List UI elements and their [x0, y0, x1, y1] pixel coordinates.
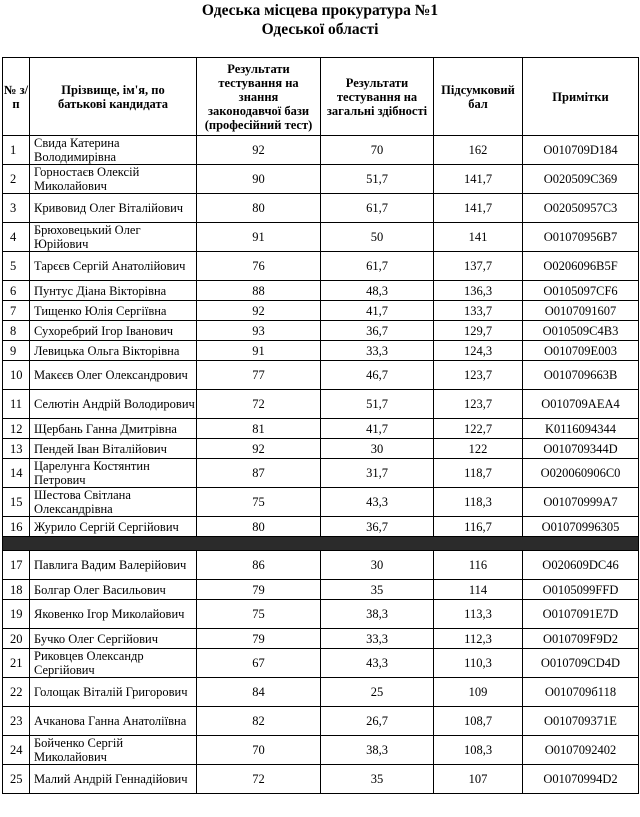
row-number: 3	[3, 194, 30, 223]
column-header-number: № з/п	[3, 58, 30, 136]
professional-test-score: 92	[197, 301, 321, 321]
table-row	[3, 252, 639, 281]
row-number: 1	[3, 136, 30, 165]
column-header-name: Прізвище, ім'я, по батькові кандидата	[30, 58, 197, 136]
general-abilities-score: 33,3	[321, 629, 434, 649]
general-abilities-score: 31,7	[321, 459, 434, 488]
candidate-name: Бойченко Сергій Миколайович	[30, 736, 197, 765]
note-code: O010709D184	[523, 136, 639, 165]
candidate-name: Ачканова Ганна Анатоліївна	[30, 707, 197, 736]
candidate-name: Голощак Віталій Григорович	[30, 678, 197, 707]
general-abilities-score: 30	[321, 439, 434, 459]
total-score: 107	[434, 765, 523, 794]
row-number: 4	[3, 223, 30, 252]
note-code: O01070996305	[523, 517, 639, 537]
row-number: 2	[3, 165, 30, 194]
table-row	[3, 707, 639, 736]
professional-test-score: 76	[197, 252, 321, 281]
candidate-name: Пендей Іван Віталійович	[30, 439, 197, 459]
general-abilities-score: 36,7	[321, 517, 434, 537]
professional-test-score: 82	[197, 707, 321, 736]
row-number: 6	[3, 281, 30, 301]
candidate-name: Кривовид Олег Віталійович	[30, 194, 197, 223]
total-score: 123,7	[434, 390, 523, 419]
general-abilities-score: 43,3	[321, 488, 434, 517]
row-number: 8	[3, 321, 30, 341]
note-code: O0107091607	[523, 301, 639, 321]
table-row	[3, 488, 639, 517]
professional-test-score: 84	[197, 678, 321, 707]
table-row	[3, 341, 639, 361]
candidate-name: Павлига Вадим Валерійович	[30, 551, 197, 580]
note-code: O01070994D2	[523, 765, 639, 794]
table-row	[3, 580, 639, 600]
row-number: 13	[3, 439, 30, 459]
total-score: 124,3	[434, 341, 523, 361]
note-code: O0206096B5F	[523, 252, 639, 281]
column-header-general-abilities: Результати тестування на загальні здібності	[321, 58, 434, 136]
professional-test-score: 72	[197, 765, 321, 794]
professional-test-score: 92	[197, 136, 321, 165]
table-row	[3, 281, 639, 301]
professional-test-score: 77	[197, 361, 321, 390]
table-row	[3, 629, 639, 649]
candidate-name: Пунтус Діана Вікторівна	[30, 281, 197, 301]
candidate-name: Сухоребрий Ігор Іванович	[30, 321, 197, 341]
professional-test-score: 90	[197, 165, 321, 194]
professional-test-score: 87	[197, 459, 321, 488]
total-score: 141	[434, 223, 523, 252]
general-abilities-score: 61,7	[321, 194, 434, 223]
table-row	[3, 600, 639, 629]
row-number: 16	[3, 517, 30, 537]
total-score: 118,3	[434, 488, 523, 517]
row-number: 11	[3, 390, 30, 419]
candidate-name: Царелунга Костянтин Петрович	[30, 459, 197, 488]
general-abilities-score: 61,7	[321, 252, 434, 281]
professional-test-score: 79	[197, 580, 321, 600]
general-abilities-score: 38,3	[321, 600, 434, 629]
table-row	[3, 649, 639, 678]
note-code: O010709CD4D	[523, 649, 639, 678]
candidate-name: Горностаєв Олексій Миколайович	[30, 165, 197, 194]
total-score: 114	[434, 580, 523, 600]
general-abilities-score: 38,3	[321, 736, 434, 765]
table-row	[3, 301, 639, 321]
row-number: 14	[3, 459, 30, 488]
table-row	[3, 361, 639, 390]
table-row	[3, 765, 639, 794]
general-abilities-score: 46,7	[321, 361, 434, 390]
note-code: O020060906C0	[523, 459, 639, 488]
row-number: 23	[3, 707, 30, 736]
note-code: O0105097CF6	[523, 281, 639, 301]
professional-test-score: 81	[197, 419, 321, 439]
professional-test-score: 67	[197, 649, 321, 678]
total-score: 122	[434, 439, 523, 459]
note-code: O010709E003	[523, 341, 639, 361]
table-row	[3, 736, 639, 765]
general-abilities-score: 30	[321, 551, 434, 580]
note-code: O010509C4B3	[523, 321, 639, 341]
general-abilities-score: 70	[321, 136, 434, 165]
column-header-notes: Примітки	[523, 58, 639, 136]
candidate-name: Макєєв Олег Олександрович	[30, 361, 197, 390]
table-row	[3, 439, 639, 459]
note-code: O010709б118	[523, 678, 639, 707]
total-score: 129,7	[434, 321, 523, 341]
total-score: 162	[434, 136, 523, 165]
table-row	[3, 551, 639, 580]
general-abilities-score: 41,7	[321, 419, 434, 439]
professional-test-score: 80	[197, 194, 321, 223]
row-number: 21	[3, 649, 30, 678]
total-score: 116,7	[434, 517, 523, 537]
general-abilities-score: 26,7	[321, 707, 434, 736]
general-abilities-score: 35	[321, 765, 434, 794]
total-score: 112,3	[434, 629, 523, 649]
row-number: 25	[3, 765, 30, 794]
table-row	[3, 517, 639, 537]
table-row	[3, 194, 639, 223]
row-number: 18	[3, 580, 30, 600]
total-score: 136,3	[434, 281, 523, 301]
professional-test-score: 72	[197, 390, 321, 419]
header-row	[3, 58, 639, 136]
row-number: 17	[3, 551, 30, 580]
row-number: 19	[3, 600, 30, 629]
table-row	[3, 459, 639, 488]
general-abilities-score: 35	[321, 580, 434, 600]
row-number: 7	[3, 301, 30, 321]
table-row	[3, 223, 639, 252]
cutoff-separator	[3, 537, 639, 551]
note-code: K0116094344	[523, 419, 639, 439]
column-header-professional-test: Результати тестування на знання законодавчої бази (професійний тест)	[197, 58, 321, 136]
note-code: O0107091E7D	[523, 600, 639, 629]
general-abilities-score: 25	[321, 678, 434, 707]
note-code: O0105099FFD	[523, 580, 639, 600]
row-number: 10	[3, 361, 30, 390]
row-number: 20	[3, 629, 30, 649]
note-code: O010709344D	[523, 439, 639, 459]
candidate-name: Журило Сергій Сергійович	[30, 517, 197, 537]
row-number: 22	[3, 678, 30, 707]
total-score: 109	[434, 678, 523, 707]
note-code: O010709F9D2	[523, 629, 639, 649]
total-score: 108,7	[434, 707, 523, 736]
total-score: 118,7	[434, 459, 523, 488]
table-row	[3, 390, 639, 419]
note-code: O0107092402	[523, 736, 639, 765]
candidate-name: Щербань Ганна Дмитрівна	[30, 419, 197, 439]
general-abilities-score: 51,7	[321, 165, 434, 194]
candidate-name: Брюховецький Олег Юрійович	[30, 223, 197, 252]
candidate-name: Шестова Світлана Олександрівна	[30, 488, 197, 517]
professional-test-score: 88	[197, 281, 321, 301]
results-table	[2, 57, 639, 794]
note-code: O01070956B7	[523, 223, 639, 252]
note-code: O01070999A7	[523, 488, 639, 517]
candidate-name: Болгар Олег Васильович	[30, 580, 197, 600]
total-score: 141,7	[434, 165, 523, 194]
professional-test-score: 93	[197, 321, 321, 341]
general-abilities-score: 51,7	[321, 390, 434, 419]
professional-test-score: 91	[197, 223, 321, 252]
note-code: O010709663B	[523, 361, 639, 390]
table-row	[3, 136, 639, 165]
professional-test-score: 75	[197, 600, 321, 629]
professional-test-score: 79	[197, 629, 321, 649]
note-code: O020509C369	[523, 165, 639, 194]
document-title: Одеська місцева прокуратура №1	[201, 2, 439, 19]
general-abilities-score: 41,7	[321, 301, 434, 321]
row-number: 12	[3, 419, 30, 439]
general-abilities-score: 33,3	[321, 341, 434, 361]
table-body	[3, 136, 639, 794]
professional-test-score: 91	[197, 341, 321, 361]
row-number: 15	[3, 488, 30, 517]
total-score: 110,3	[434, 649, 523, 678]
table-row	[3, 321, 639, 341]
table-row	[3, 678, 639, 707]
candidate-name: Тарєєв Сергій Анатолійович	[30, 252, 197, 281]
general-abilities-score: 43,3	[321, 649, 434, 678]
candidate-name: Малий Андрій Геннадійович	[30, 765, 197, 794]
general-abilities-score: 48,3	[321, 281, 434, 301]
total-score: 116	[434, 551, 523, 580]
candidate-name: Яковенко Ігор Миколайович	[30, 600, 197, 629]
professional-test-score: 86	[197, 551, 321, 580]
professional-test-score: 92	[197, 439, 321, 459]
candidate-name: Бучко Олег Сергійович	[30, 629, 197, 649]
candidate-name: Левицька Ольга Вікторівна	[30, 341, 197, 361]
table-row	[3, 419, 639, 439]
cutoff-separator-row	[3, 537, 639, 551]
total-score: 122,7	[434, 419, 523, 439]
row-number: 24	[3, 736, 30, 765]
note-code: O010709371E	[523, 707, 639, 736]
total-score: 137,7	[434, 252, 523, 281]
row-number: 5	[3, 252, 30, 281]
professional-test-score: 80	[197, 517, 321, 537]
general-abilities-score: 50	[321, 223, 434, 252]
document-subtitle: Одеської області	[261, 21, 379, 38]
total-score: 108,3	[434, 736, 523, 765]
professional-test-score: 75	[197, 488, 321, 517]
note-code: O010709AEA4	[523, 390, 639, 419]
table-row	[3, 165, 639, 194]
candidate-name: Свида Катерина Володимирівна	[30, 136, 197, 165]
total-score: 123,7	[434, 361, 523, 390]
professional-test-score: 70	[197, 736, 321, 765]
general-abilities-score: 36,7	[321, 321, 434, 341]
column-header-total-score: Підсумковий бал	[434, 58, 523, 136]
total-score: 113,3	[434, 600, 523, 629]
row-number: 9	[3, 341, 30, 361]
total-score: 133,7	[434, 301, 523, 321]
total-score: 141,7	[434, 194, 523, 223]
candidate-name: Риковцев Олександр Сергійович	[30, 649, 197, 678]
candidate-name: Селютін Андрій Володирович	[30, 390, 197, 419]
note-code: O020609DC46	[523, 551, 639, 580]
candidate-name: Тищенко Юлія Сергіївна	[30, 301, 197, 321]
note-code: O02050957C3	[523, 194, 639, 223]
